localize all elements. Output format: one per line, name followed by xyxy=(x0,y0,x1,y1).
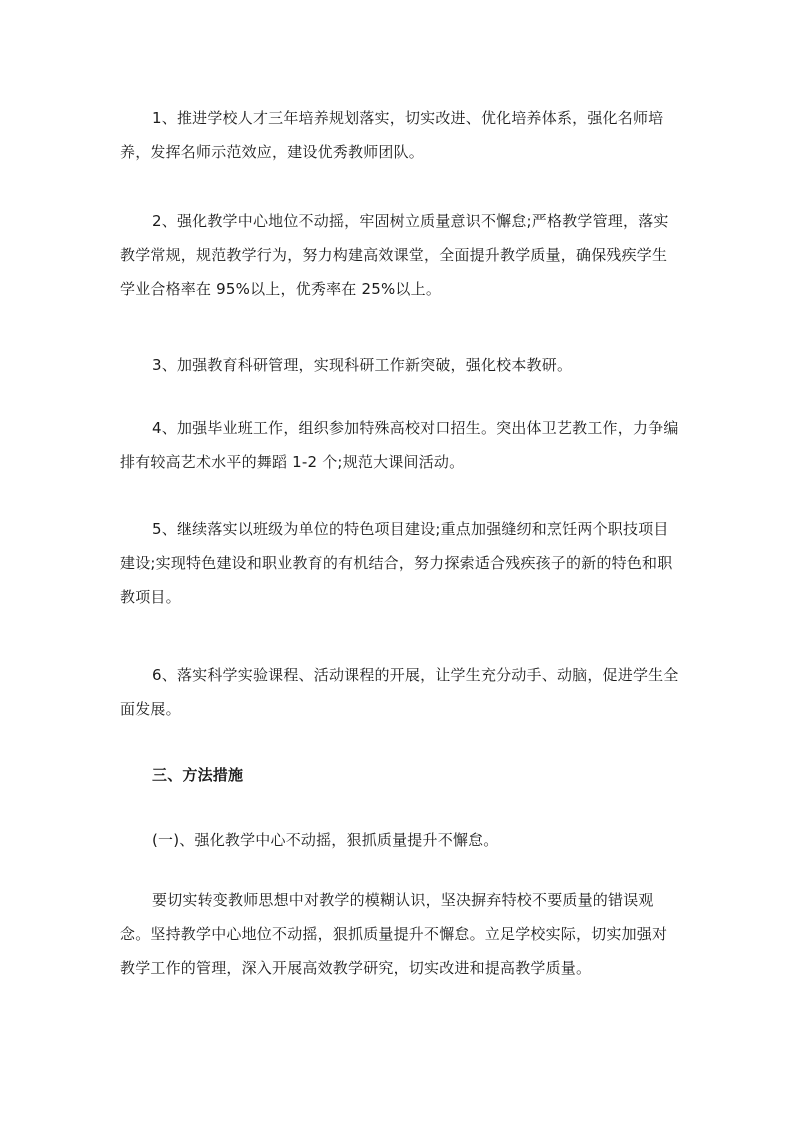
goal-paragraph-5: 5、继续落实以班级为单位的特色项目建设;重点加强缝纫和烹饪两个职技项目建设;实现特色建设和职业教育的有机结合，努力探索适合残疾孩子的新的特色和职教项目。 xyxy=(120,520,673,606)
section-heading-methods: 三、方法措施 xyxy=(152,766,244,784)
goal-paragraph-4: 4、加强毕业班工作，组织参加特殊高校对口招生。突出体卫艺教工作，力争编排有较高艺术水平的舞蹈 1-2 个;规范大课间活动。 xyxy=(120,419,679,471)
goal-paragraph-6: 6、落实科学实验课程、活动课程的开展，让学生充分动手、动脑，促进学生全面发展。 xyxy=(120,666,679,718)
goal-paragraph-1: 1、推进学校人才三年培养规划落实，切实改进、优化培养体系，强化名师培养，发挥名师示范效应，建设优秀教师团队。 xyxy=(120,109,664,161)
body-paragraph-teaching: 要切实转变教师思想中对教学的模糊认识，坚决摒弃特校不要质量的错误观念。坚持教学中心地位不动摇，狠抓质量提升不懈怠。立足学校实际，切实加强对教学工作的管理，深入开展高效教学研究，切实改进和提高教学质量。 xyxy=(120,891,668,977)
goal-paragraph-2: 2、强化教学中心地位不动摇，牢固树立质量意识不懈怠;严格教学管理，落实教学常规，规范教学行为，努力构建高效课堂，全面提升教学质量，确保残疾学生学业合格率在 95%以上，优秀率在 25%以上。 xyxy=(120,212,669,298)
goal-paragraph-3: 3、加强教育科研管理，实现科研工作新突破，强化校本教研。 xyxy=(152,356,573,374)
subheading-teaching-center: (一)、强化教学中心不动摇，狠抓质量提升不懈怠。 xyxy=(152,831,499,849)
